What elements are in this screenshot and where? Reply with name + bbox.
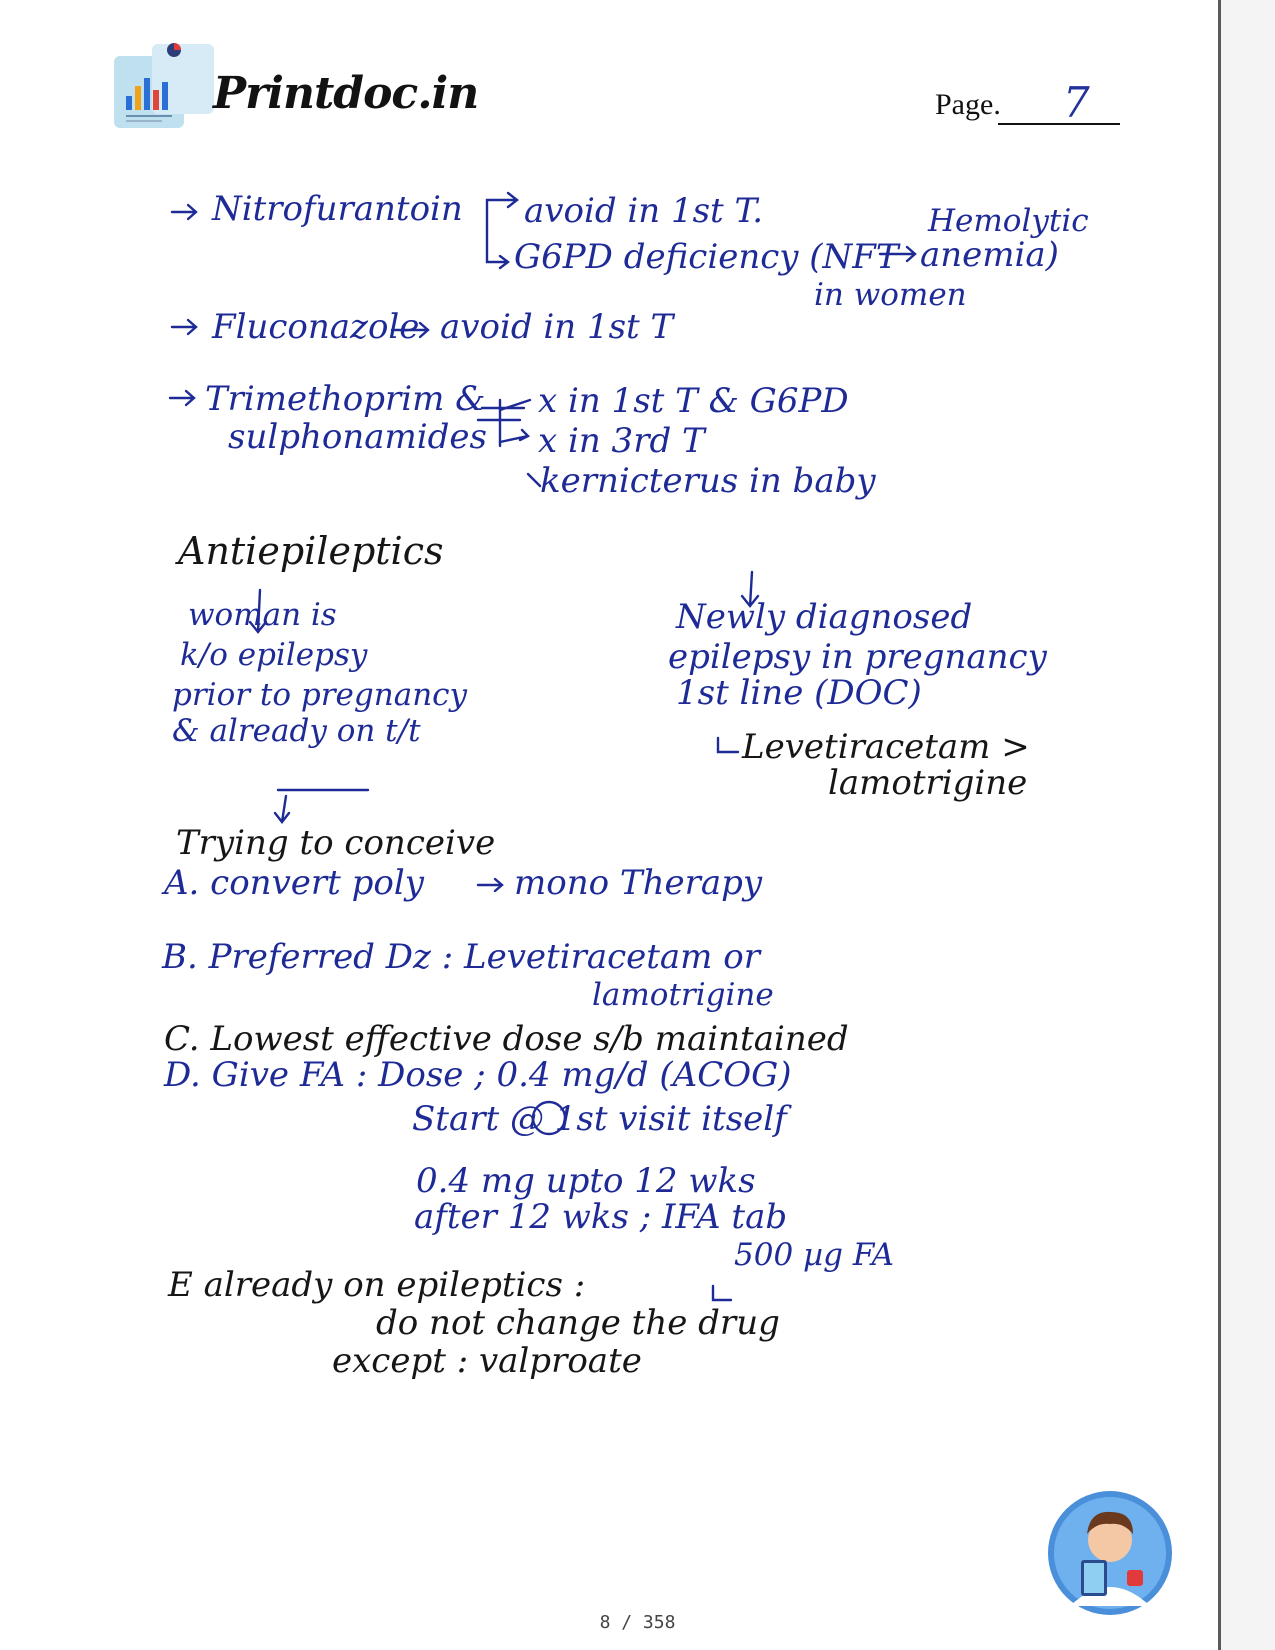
list-e: E already on epileptics : xyxy=(168,1265,586,1305)
note-trime-third: x in 3rd T xyxy=(538,421,705,461)
list-a-continued: mono Therapy xyxy=(514,863,763,903)
chart-document-logo-icon xyxy=(112,38,222,133)
note-fluconazole-avoid: avoid in 1st T xyxy=(440,307,674,347)
note-right-1: Newly diagnosed xyxy=(676,597,973,637)
list-d: D. Give FA : Dose ; 0.4 mg/d (ACOG) xyxy=(164,1055,792,1095)
note-right-3: 1st line (DOC) xyxy=(676,673,922,713)
note-nitro-anemia: anemia) xyxy=(920,235,1059,275)
brand-logo-text: Printdoc.in xyxy=(213,68,479,119)
note-nitro-avoid: avoid in 1st T. xyxy=(524,191,764,231)
note-left-4: & already on t/t xyxy=(172,713,421,749)
list-d-dose-later: after 12 wks ; IFA tab xyxy=(414,1197,788,1237)
note-nitrofurantoin: Nitrofurantoin xyxy=(212,189,463,229)
note-left-1: woman is xyxy=(188,597,337,633)
list-b: B. Preferred Dz : Levetiracetam or xyxy=(162,937,760,977)
note-right-4: Levetiracetam > xyxy=(742,727,1030,767)
note-sulphonamides: sulphonamides xyxy=(228,417,487,457)
page-label: Page. xyxy=(935,88,1001,121)
heading-antiepileptics: Antiepileptics xyxy=(178,529,444,573)
list-c: C. Lowest effective dose s/b maintained xyxy=(164,1019,849,1059)
page-counter: 8 / 358 xyxy=(599,1612,676,1633)
note-nitro-g6pd: G6PD deficiency (NFT xyxy=(514,237,899,277)
list-e-donotchange: do not change the drug xyxy=(376,1303,780,1343)
note-trimethoprim: Trimethoprim & xyxy=(205,379,486,419)
list-a: A. convert poly xyxy=(164,863,424,903)
page-number: 7 xyxy=(1063,78,1090,127)
note-trying-to-conceive: Trying to conceive xyxy=(176,823,496,863)
list-d-fa: 500 µg FA xyxy=(734,1237,895,1273)
note-left-2: k/o epilepsy xyxy=(180,637,368,673)
doctor-tablet-avatar-icon xyxy=(1045,1488,1175,1618)
note-left-3: prior to pregnancy xyxy=(172,677,468,713)
note-nitro-women: in women xyxy=(814,277,967,313)
note-fluconazole: Fluconazole xyxy=(212,307,420,347)
list-d-dose-early: 0.4 mg upto 12 wks xyxy=(416,1161,756,1201)
list-b-continued: lamotrigine xyxy=(592,977,774,1013)
note-right-5: lamotrigine xyxy=(828,763,1028,803)
list-d-start: Start @ 1st visit itself xyxy=(412,1099,787,1139)
note-right-2: epilepsy in pregnancy xyxy=(668,637,1047,677)
list-e-except: except : valproate xyxy=(332,1341,642,1381)
note-nitro-hemolytic: Hemolytic xyxy=(928,203,1089,239)
note-kernicterus: kernicterus in baby xyxy=(540,461,876,501)
page-number-line xyxy=(998,123,1120,125)
note-trime-first: x in 1st T & G6PD xyxy=(538,381,849,421)
